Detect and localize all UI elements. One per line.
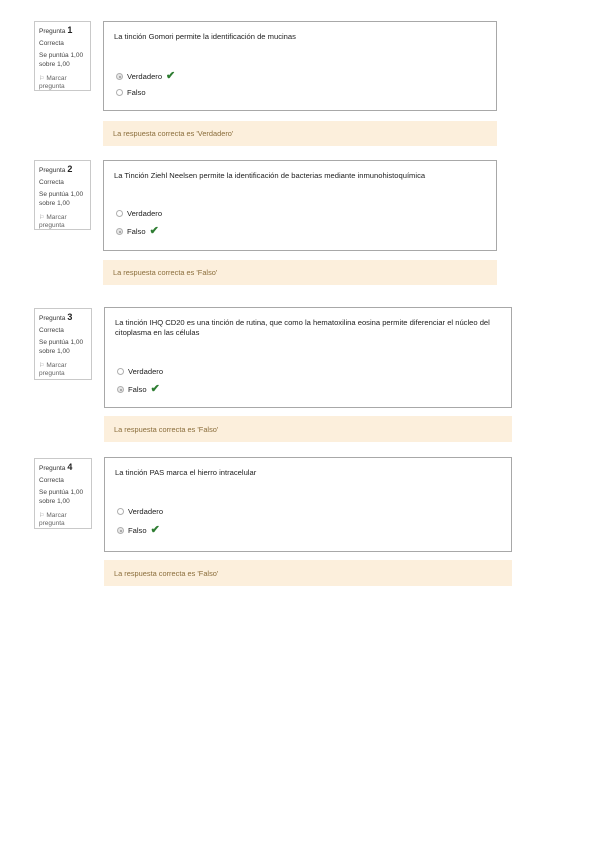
question-content [103, 160, 497, 251]
feedback-box: La respuesta correcta es 'Verdadero' [103, 121, 497, 146]
question-label: Pregunta [39, 315, 66, 322]
question-text: La Tinción Ziehl Neelsen permite la identificación de bacterias mediante inmunohistoquímica [114, 171, 426, 180]
flag-icon: ⚐ [39, 75, 45, 82]
question-info [34, 458, 92, 529]
question-number: 4 [67, 462, 73, 472]
question-label: Pregunta [39, 167, 66, 174]
flag-question-link[interactable] [39, 512, 87, 529]
radio-button[interactable] [116, 228, 123, 235]
option-label: Verdadero [127, 72, 163, 81]
question-text: La tinción IHQ CD20 es una tinción de rutina, que como la hematoxilina eosina permite diferenciar el núcleo del citoplasma en las células [115, 318, 490, 337]
option-verdadero[interactable] [117, 507, 163, 516]
radio-button[interactable] [117, 386, 124, 393]
feedback-box: La respuesta correcta es 'Falso' [104, 416, 512, 442]
option-label: Falso [127, 88, 146, 97]
option-verdadero[interactable] [116, 71, 175, 82]
feedback-box: La respuesta correcta es 'Falso' [104, 560, 512, 586]
question-content [103, 21, 497, 111]
question-info [34, 308, 92, 380]
radio-button[interactable] [116, 89, 123, 96]
option-falso[interactable] [117, 384, 160, 395]
question-label: Pregunta [39, 28, 66, 35]
flag-question-link[interactable] [39, 214, 86, 231]
flag-icon: ⚐ [39, 214, 45, 221]
flag-question-label: Marcar pregunta [39, 511, 67, 528]
question-text: La tinción PAS marca el hierro intracelular [115, 468, 257, 477]
question-grade: Se puntúa 1,00 sobre 1,00 [39, 339, 84, 355]
option-verdadero[interactable] [116, 209, 162, 218]
option-falso[interactable] [116, 88, 146, 97]
question-grade: Se puntúa 1,00 sobre 1,00 [39, 489, 84, 505]
check-icon: ✔ [166, 70, 176, 82]
option-label: Verdadero [128, 367, 164, 376]
question-state: Correcta [39, 477, 64, 485]
option-label: Falso [128, 385, 147, 394]
question-state: Correcta [39, 179, 64, 187]
check-icon: ✔ [150, 524, 160, 536]
flag-question-link[interactable] [39, 75, 86, 92]
flag-question-label: Marcar pregunta [39, 213, 67, 230]
option-falso[interactable] [116, 226, 159, 237]
option-falso[interactable] [117, 525, 160, 536]
question-grade: Se puntúa 1,00 sobre 1,00 [39, 52, 84, 68]
flag-question-label: Marcar pregunta [39, 361, 67, 378]
option-label: Verdadero [127, 209, 163, 218]
radio-button[interactable] [117, 508, 124, 515]
option-label: Falso [128, 526, 147, 535]
question-number: 3 [67, 312, 73, 322]
question-state: Correcta [39, 40, 64, 48]
radio-button[interactable] [117, 368, 124, 375]
option-label: Falso [127, 227, 146, 236]
question-state: Correcta [39, 327, 64, 335]
flag-question-label: Marcar pregunta [39, 74, 67, 91]
question-number: 2 [67, 164, 73, 174]
radio-button[interactable] [116, 73, 123, 80]
flag-question-link[interactable] [39, 362, 87, 379]
question-content [104, 307, 512, 408]
flag-icon: ⚐ [39, 362, 45, 369]
option-label: Verdadero [128, 507, 164, 516]
question-number: 1 [67, 25, 73, 35]
check-icon: ✔ [150, 383, 160, 395]
radio-button[interactable] [116, 210, 123, 217]
question-label: Pregunta [39, 465, 66, 472]
option-verdadero[interactable] [117, 367, 163, 376]
question-grade: Se puntúa 1,00 sobre 1,00 [39, 191, 84, 207]
question-content [104, 457, 512, 552]
radio-button[interactable] [117, 527, 124, 534]
question-text: La tinción Gomori permite la identificación de mucinas [114, 32, 296, 41]
check-icon: ✔ [149, 225, 159, 237]
question-info [34, 21, 91, 91]
feedback-box: La respuesta correcta es 'Falso' [103, 260, 497, 285]
question-info [34, 160, 91, 230]
flag-icon: ⚐ [39, 512, 45, 519]
